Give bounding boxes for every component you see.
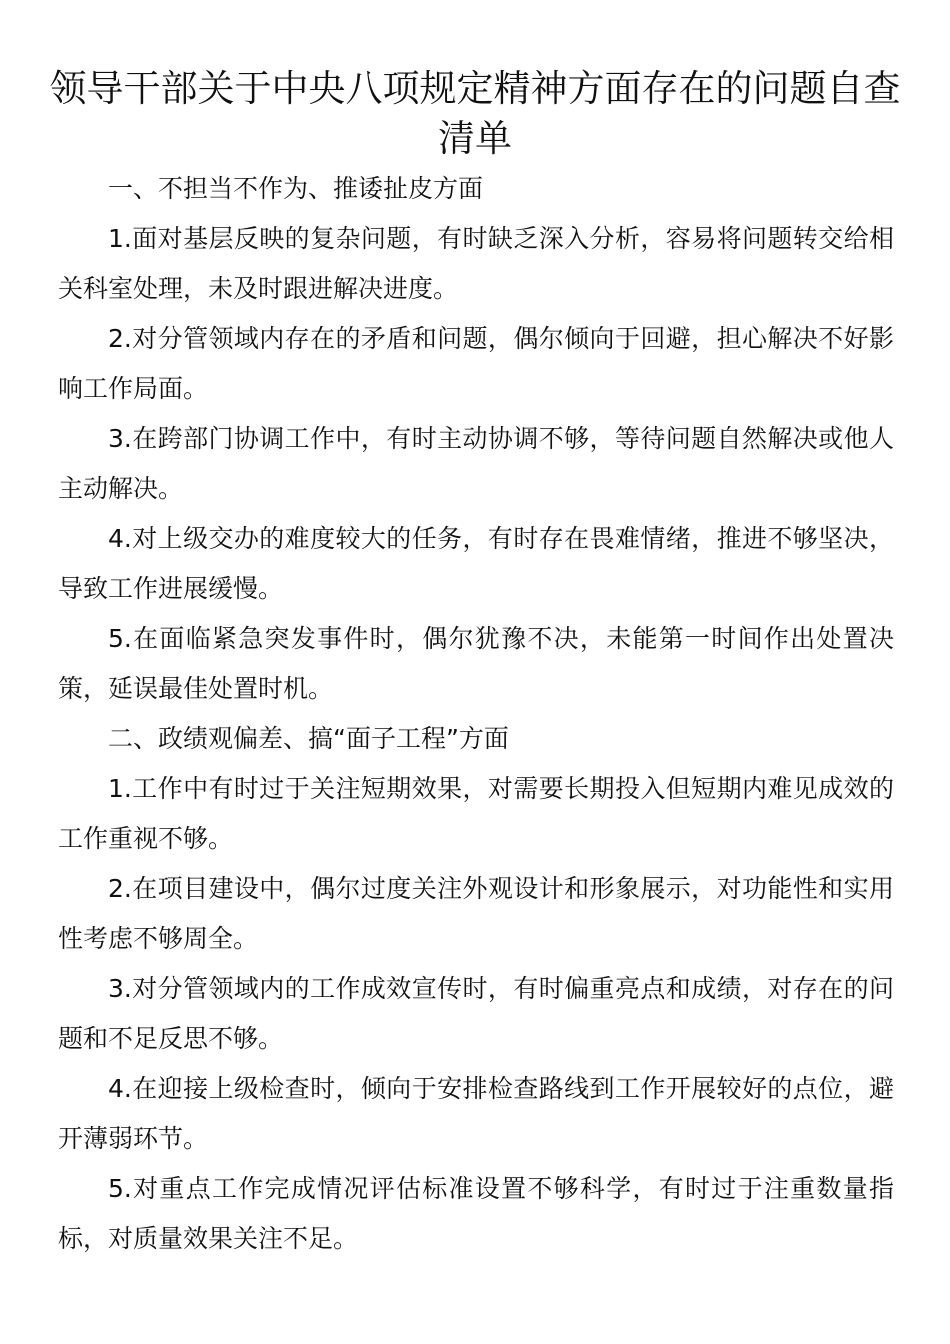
list-item: 3.对分管领域内的工作成效宣传时，有时偏重亮点和成绩，对存在的问题和不足反思不够。 xyxy=(58,974,894,1053)
page-title: 领导干部关于中央八项规定精神方面存在的问题自查清单 xyxy=(49,67,901,160)
list-item: 4.在迎接上级检查时，倾向于安排检查路线到工作开展较好的点位，避开薄弱环节。 xyxy=(58,1074,894,1153)
list-item: 2.对分管领域内存在的矛盾和问题，偶尔倾向于回避，担心解决不好影响工作局面。 xyxy=(58,324,894,403)
list-item: 1.面对基层反映的复杂问题，有时缺乏深入分析，容易将问题转交给相关科室处理，未及时跟进解决进度。 xyxy=(58,224,894,303)
list-item: 5.在面临紧急突发事件时，偶尔犹豫不决，未能第一时间作出处置决策，延误最佳处置时机。 xyxy=(58,624,894,703)
list-item: 1.工作中有时过于关注短期效果，对需要长期投入但短期内难见成效的工作重视不够。 xyxy=(58,774,894,853)
document-body xyxy=(58,164,894,1264)
list-item: 3.在跨部门协调工作中，有时主动协调不够，等待问题自然解决或他人主动解决。 xyxy=(58,424,894,503)
list-item: 4.对上级交办的难度较大的任务，有时存在畏难情绪，推进不够坚决，导致工作进展缓慢。 xyxy=(58,524,894,603)
section-heading: 二、政绩观偏差、搞“面子工程”方面 xyxy=(108,724,509,753)
list-item: 5.对重点工作完成情况评估标准设置不够科学，有时过于注重数量指标，对质量效果关注不足。 xyxy=(58,1174,894,1253)
section-heading: 一、不担当不作为、推诿扯皮方面 xyxy=(108,174,484,203)
list-item: 2.在项目建设中，偶尔过度关注外观设计和形象展示，对功能性和实用性考虑不够周全。 xyxy=(58,874,894,953)
